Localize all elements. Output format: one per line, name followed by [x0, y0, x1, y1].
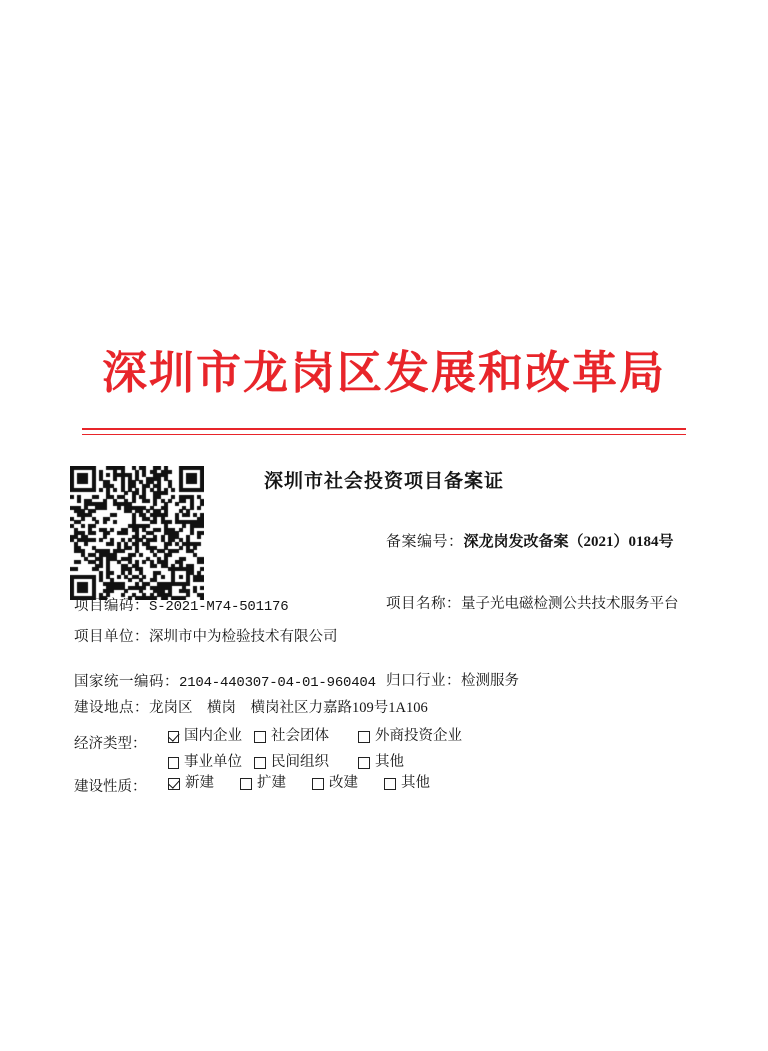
field-address	[74, 696, 428, 717]
checkbox-label: 扩建	[257, 775, 286, 792]
checkbox-build-1[interactable]	[240, 776, 304, 791]
economy-type-label: 经济类型：	[74, 736, 147, 752]
economy-type-row-2	[168, 752, 480, 773]
checkbox-label: 新建	[185, 775, 214, 792]
project-name-value: 量子光电磁检测公共技术服务平台	[461, 596, 679, 612]
header-divider-top	[82, 428, 686, 430]
checkbox-economy-5[interactable]	[358, 755, 404, 770]
checkbox-economy-1[interactable]	[254, 729, 346, 744]
national-code-value: 2104-440307-04-01-960404	[179, 675, 376, 691]
document-header	[0, 348, 768, 400]
field-project-unit	[74, 625, 338, 646]
checkbox-box-icon[interactable]	[358, 731, 370, 743]
field-project-name	[386, 592, 679, 613]
checkbox-box-icon[interactable]	[168, 778, 180, 790]
field-industry	[386, 669, 519, 690]
checkbox-box-icon[interactable]	[254, 757, 266, 769]
economy-type-options	[168, 726, 480, 773]
checkbox-label: 其他	[375, 754, 404, 771]
checkbox-label: 外商投资企业	[375, 728, 462, 745]
document-subtitle: 深圳市社会投资项目备案证	[263, 471, 504, 492]
checkbox-economy-0[interactable]	[168, 729, 242, 744]
checkbox-economy-4[interactable]	[254, 755, 346, 770]
checkbox-box-icon[interactable]	[384, 778, 396, 790]
checkbox-label: 改建	[329, 775, 358, 792]
checkbox-box-icon[interactable]	[358, 757, 370, 769]
record-number-label: 备案编号：	[386, 534, 464, 550]
address-label: 建设地点：	[74, 700, 149, 716]
build-nature-label: 建设性质：	[74, 779, 147, 795]
qr-code	[70, 466, 204, 600]
checkbox-box-icon[interactable]	[168, 731, 179, 743]
checkbox-box-icon[interactable]	[254, 731, 266, 743]
checkbox-build-0[interactable]	[168, 776, 232, 791]
field-national-code	[74, 670, 376, 691]
project-code-label: 项目编码：	[74, 598, 149, 614]
industry-value: 检测服务	[461, 673, 519, 689]
field-project-code	[74, 594, 288, 615]
project-code-value: S-2021-M74-501176	[149, 599, 289, 615]
checkbox-label: 社会团体	[271, 728, 329, 745]
checkbox-label: 其他	[401, 775, 430, 792]
checkbox-box-icon[interactable]	[240, 778, 252, 790]
record-number-value: 深龙岗发改备案（2021）0184号	[463, 534, 674, 550]
project-unit-label: 项目单位：	[74, 629, 149, 645]
checkbox-box-icon[interactable]	[168, 757, 179, 769]
checkbox-economy-2[interactable]	[358, 729, 462, 744]
checkbox-label: 国内企业	[184, 728, 242, 745]
address-value: 龙岗区 横岗 横岗社区力嘉路109号1A106	[149, 700, 428, 716]
header-divider-bottom	[82, 434, 686, 435]
record-number	[386, 530, 674, 551]
page-title: 深圳市龙岗区发展和改革局	[101, 348, 666, 398]
project-unit-value: 深圳市中为检验技术有限公司	[149, 629, 338, 645]
national-code-label: 国家统一编码：	[74, 674, 179, 690]
industry-label: 归口行业：	[386, 673, 461, 689]
checkbox-build-3[interactable]	[384, 776, 430, 791]
economy-type-row-1	[168, 726, 480, 747]
checkbox-build-2[interactable]	[312, 776, 376, 791]
build-nature-row	[168, 773, 448, 794]
checkbox-label: 民间组织	[271, 754, 329, 771]
build-nature-options	[168, 773, 448, 794]
checkbox-box-icon[interactable]	[312, 778, 324, 790]
checkbox-economy-3[interactable]	[168, 755, 242, 770]
project-name-label: 项目名称：	[386, 596, 461, 612]
checkbox-label: 事业单位	[184, 754, 242, 771]
